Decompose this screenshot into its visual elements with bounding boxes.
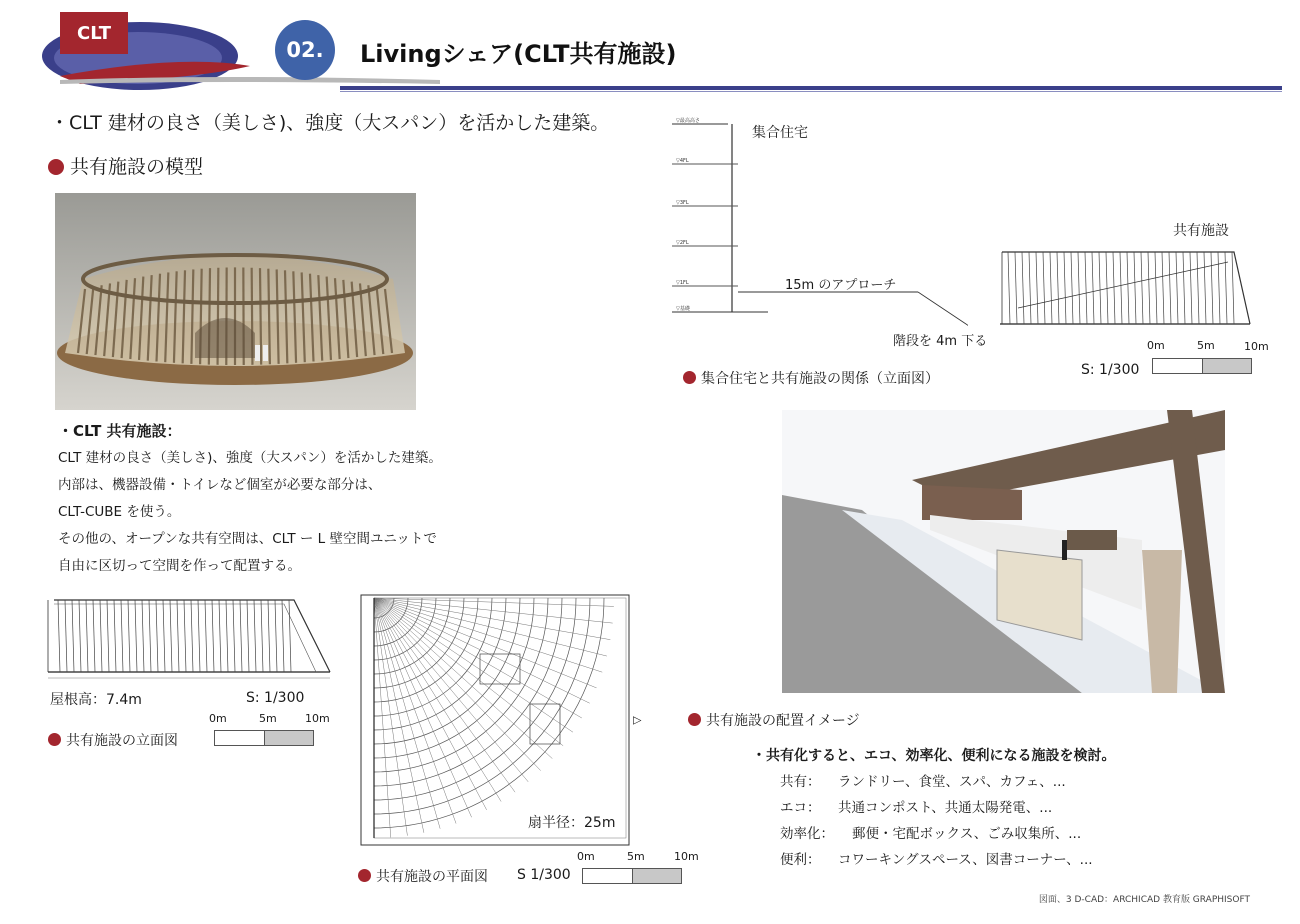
model-section-heading-text: 共有施設の模型 (70, 156, 204, 178)
bullet-dot-icon (48, 733, 61, 746)
relation-scale-bar (1152, 358, 1252, 374)
list-row-shared (0, 770, 1300, 796)
housing-label: 集合住宅 (752, 125, 808, 141)
credit-text: 図面、3 D-CAD：ARCHICAD 教育版 GRAPHISOFT (1038, 895, 1250, 905)
description-line-1: CLT 建材の良さ（美しさ)、強度（大スパン）を活かした建築。 (58, 450, 442, 466)
elevation-scale-label: S: 1/300 (246, 690, 305, 706)
header-rule (340, 86, 1282, 90)
plan-radius-label: 扇半径：25m (528, 815, 616, 831)
list-key: 共有： (780, 774, 821, 790)
elevation-scale-bar (214, 730, 314, 746)
plan-scale-0: 0m (577, 850, 595, 863)
plan-north-mark: △ (631, 716, 645, 725)
elevation-drawing (44, 596, 334, 680)
layout-caption-text: 共有施設の配置イメージ (706, 713, 860, 729)
section-number-badge: 02. (275, 20, 335, 80)
svg-text:▽1FL: ▽1FL (676, 280, 689, 286)
list-key: エコ： (780, 800, 821, 816)
page-title: Livingシェア(CLT共有施設) (360, 40, 677, 68)
svg-text:▽基礎: ▽基礎 (676, 306, 690, 312)
description-title: ・CLT 共有施設： (58, 422, 182, 440)
stairs-label: 階段を 4m 下る (893, 334, 988, 349)
layout-render-image (782, 410, 1225, 693)
list-value: ランドリー、食堂、スパ、カフェ、... (838, 774, 1066, 790)
list-key: 効率化： (780, 826, 834, 842)
plan-caption-text: 共有施設の平面図 (376, 869, 488, 885)
list-value: 共通コンポスト、共通太陽発電、... (838, 800, 1053, 816)
approach-label: 15m のアプローチ (785, 278, 897, 293)
bullet-dot-icon (688, 713, 701, 726)
lead-text: ・CLT 建材の良さ（美しさ)、強度（大スパン）を活かした建築。 (50, 112, 610, 134)
description-line-2: 内部は、機器設備・トイレなど個室が必要な部分は、 (58, 477, 382, 493)
model-section-heading (48, 152, 203, 179)
clt-logo: CLT (60, 12, 128, 54)
list-row-eco (0, 796, 1300, 822)
list-value: コワーキングスペース、図書コーナー、... (838, 852, 1093, 868)
roof-height-label: 屋根高：7.4m (50, 692, 142, 708)
description-line-5: 自由に区切って空間を作って配置する。 (58, 558, 301, 574)
elevation-caption-text: 共有施設の立面図 (66, 733, 178, 749)
elev-scale-5: 5m (259, 712, 277, 725)
list-row-convenience (0, 848, 1300, 874)
bullet-dot-icon (48, 159, 64, 175)
relation-caption (683, 368, 939, 388)
rel-scale-5: 5m (1197, 339, 1215, 352)
relation-elevation-drawing (668, 116, 968, 326)
facility-label: 共有施設 (1173, 223, 1229, 239)
list-heading: ・共有化すると、エコ、効率化、便利になる施設を検討。 (752, 748, 1116, 764)
svg-text:▽2FL: ▽2FL (676, 240, 689, 246)
list-value: 郵便・宅配ボックス、ごみ収集所、... (852, 826, 1082, 842)
plan-scale-5: 5m (627, 850, 645, 863)
elev-scale-10: 10m (305, 712, 330, 725)
layout-caption (688, 710, 860, 730)
facility-elevation-drawing (998, 248, 1252, 328)
elevation-caption (48, 730, 178, 750)
rel-scale-0: 0m (1147, 339, 1165, 352)
elev-scale-0: 0m (209, 712, 227, 725)
svg-text:▽4FL: ▽4FL (676, 158, 689, 164)
rel-scale-10: 10m (1244, 340, 1269, 353)
description-line-4: その他の、オープンな共有空間は、CLT ー L 壁空間ユニットで (58, 531, 437, 547)
bullet-dot-icon (683, 371, 696, 384)
list-key: 便利： (780, 852, 821, 868)
svg-text:▽最高高さ: ▽最高高さ (676, 118, 700, 124)
model-photo (55, 193, 416, 410)
plan-scale-10: 10m (674, 850, 699, 863)
svg-text:▽3FL: ▽3FL (676, 200, 689, 206)
description-line-3: CLT-CUBE を使う。 (58, 504, 181, 520)
relation-scale-label: S: 1/300 (1081, 362, 1140, 378)
relation-caption-text: 集合住宅と共有施設の関係（立面図） (701, 371, 939, 387)
list-row-efficiency (0, 822, 1300, 848)
plan-scale-label: S 1/300 (517, 867, 571, 883)
header-rule-thin (340, 91, 1282, 92)
